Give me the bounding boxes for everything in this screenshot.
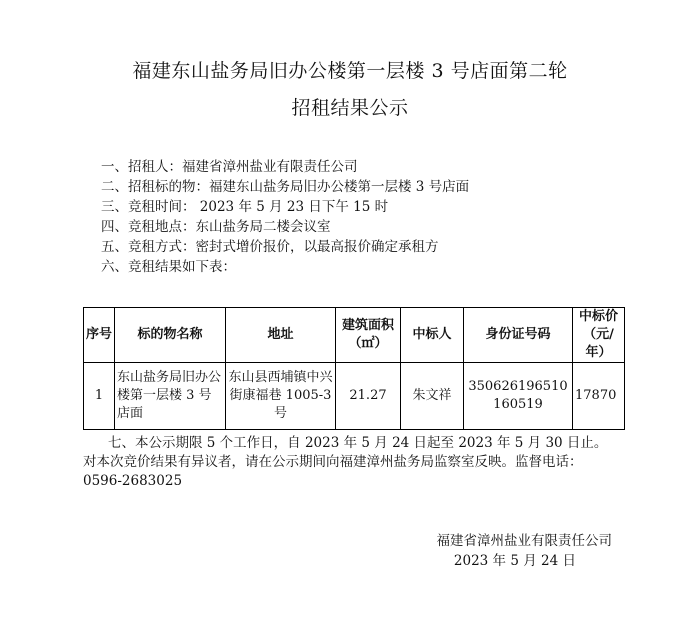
- notice-items: [101, 157, 661, 277]
- item-subject: 二、招租标的物：福建东山盐务局旧办公楼第一层楼 3 号店面: [101, 179, 470, 195]
- notice-title-line-2: 招租结果公示: [291, 97, 409, 119]
- cell-name: 东山盐务局旧办公楼第一层楼 3 号店面: [115, 363, 226, 430]
- cell-id: 350626196510160519: [464, 363, 573, 430]
- item-results-intro: 六、竞租结果如下表：: [101, 259, 236, 275]
- header-price: 中标价（元/年）: [573, 308, 625, 363]
- note-phone: 0596-2683025: [83, 473, 183, 489]
- cell-address: 东山县西埔镇中兴街康福巷 1005-3 号: [226, 363, 336, 430]
- results-table: [83, 307, 625, 430]
- header-seq: 序号: [84, 308, 115, 363]
- cell-area: 21.27: [336, 363, 401, 430]
- header-area: 建筑面积（㎡）: [336, 308, 401, 363]
- item-bid-location: 四、竞租地点：东山盐务局二楼会议室: [101, 219, 331, 235]
- item-bid-time: 三、竞租时间： 2023 年 5 月 23 日下午 15 时: [101, 199, 389, 215]
- note-line-2: 对本次竞价结果有异议者，请在公示期间向福建漳州盐务局监察室反映。监督电话：: [83, 454, 583, 470]
- cell-winner: 朱文祥: [401, 363, 464, 430]
- header-address: 地址: [226, 308, 336, 363]
- header-id: 身份证号码: [464, 308, 573, 363]
- signature-date: 2023 年 5 月 24 日: [453, 553, 576, 569]
- header-name: 标的物名称: [115, 308, 226, 363]
- cell-price: 17870: [573, 363, 625, 430]
- item-bid-method: 五、竞租方式：密封式增价报价，以最高报价确定承租方: [101, 239, 439, 255]
- notice-period: [83, 434, 623, 491]
- cell-seq: 1: [84, 363, 115, 430]
- signature-org: 福建省漳州盐业有限责任公司: [436, 533, 612, 549]
- table-row: [84, 363, 625, 430]
- signature-block: [0, 531, 612, 571]
- item-lessor: 一、招租人：福建省漳州盐业有限责任公司: [101, 159, 358, 175]
- note-line-1: 七、本公示期限 5 个工作日，自 2023 年 5 月 24 日起至 2023 年 5 月 30 日止。: [108, 435, 608, 451]
- notice-title-line-1: 福建东山盐务局旧办公楼第一层楼 3 号店面第二轮: [132, 60, 568, 82]
- header-winner: 中标人: [401, 308, 464, 363]
- table-header-row: [84, 308, 625, 363]
